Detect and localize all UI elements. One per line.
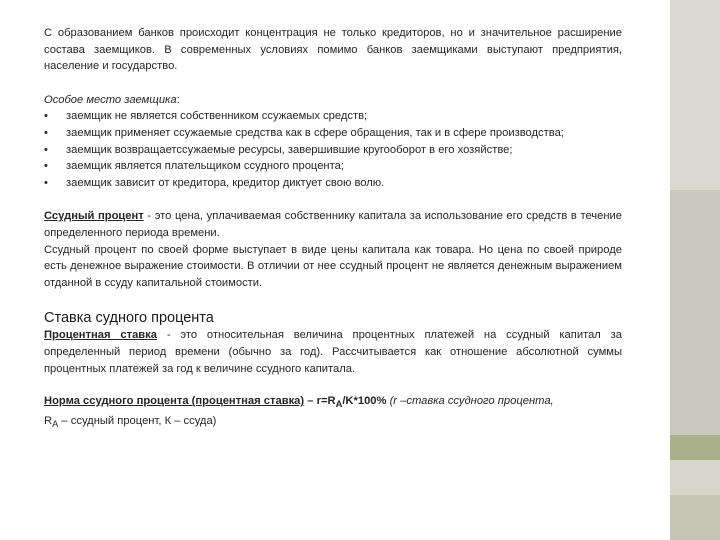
formula-term: Норма ссудного процента (процентная ставка) bbox=[44, 395, 305, 408]
bullet-item: • заемщик применяет ссужаемые средства как в сфере обращения, так и в сфере производства; bbox=[44, 125, 622, 142]
bullet-item: • заемщик возвращаетссужаемые ресурсы, завершившие кругооборот в его хозяйстве; bbox=[44, 142, 622, 159]
sidebar-block bbox=[670, 190, 720, 435]
definition-interest-rate-text: - это относительная величина процентных платежей на ссудный капитал за определенный период времени (обычно за год). Рассчитывается как отношение абсолютной суммы процентных платежей за год к величине ссудного капитала. bbox=[44, 329, 623, 375]
definition-interest-rate bbox=[44, 327, 622, 377]
formula-paragraph bbox=[44, 393, 622, 433]
sidebar-block bbox=[670, 0, 720, 190]
formula-expression bbox=[316, 395, 387, 410]
sidebar-block bbox=[670, 495, 720, 540]
definition-loan-interest-text: - это цена, уплачиваемая собственнику капитала за использование его средств в течение определенного периода времени. bbox=[44, 210, 622, 239]
borrower-heading bbox=[44, 92, 622, 109]
sidebar-block bbox=[670, 435, 720, 460]
borrower-heading-text: Особое место заемщика bbox=[44, 93, 177, 106]
formula-line2-start: R bbox=[44, 414, 53, 427]
term-interest-rate: Процентная ставка bbox=[44, 329, 158, 342]
decorative-sidebar bbox=[670, 0, 720, 540]
spacer bbox=[44, 191, 622, 208]
formula-line2-end: – ссудный процент, К – ссуда) bbox=[58, 414, 217, 427]
formula-expr-start: r=R bbox=[316, 395, 336, 408]
spacer bbox=[44, 291, 622, 309]
bullet-item: • заемщик является плательщиком ссудного процента; bbox=[44, 158, 622, 175]
spacer bbox=[44, 377, 622, 393]
formula-subscript: A bbox=[335, 399, 343, 410]
term-loan-interest: Ссудный процент bbox=[44, 210, 144, 223]
borrower-heading-colon: : bbox=[176, 93, 180, 106]
bullet-item: • заемщик зависит от кредитора, кредитор диктует свою волю. bbox=[44, 175, 622, 192]
definition-loan-interest bbox=[44, 208, 622, 241]
borrower-bullet-list bbox=[44, 108, 622, 191]
formula-line2-subscript: A bbox=[52, 419, 59, 430]
formula-expr-end: /K*100% bbox=[342, 395, 387, 408]
slide-content bbox=[44, 25, 622, 433]
formula-dash: – bbox=[304, 395, 317, 408]
bullet-item: • заемщик не является собственником ссужаемых средств; bbox=[44, 108, 622, 125]
loan-interest-explanation: Ссудный процент по своей форме выступает в виде цены капитала как товара. Но цена по своей природе есть денежное выражение стоимости. В отличии от нее ссудный процент не является денежным выражением отданной в ссуду капитальной стоимости. bbox=[44, 243, 622, 289]
intro-paragraph: С образованием банков происходит концентрация не только кредиторов, но и значительное расширение состава заемщиков. В современных условиях помимо банков заемщиками выступают предприятия, население и государство. bbox=[44, 27, 622, 73]
formula-note: (r –ставка ссудного процента, bbox=[386, 395, 554, 408]
section-title: Ставка судного процента bbox=[44, 310, 214, 327]
sidebar-block bbox=[670, 460, 720, 495]
